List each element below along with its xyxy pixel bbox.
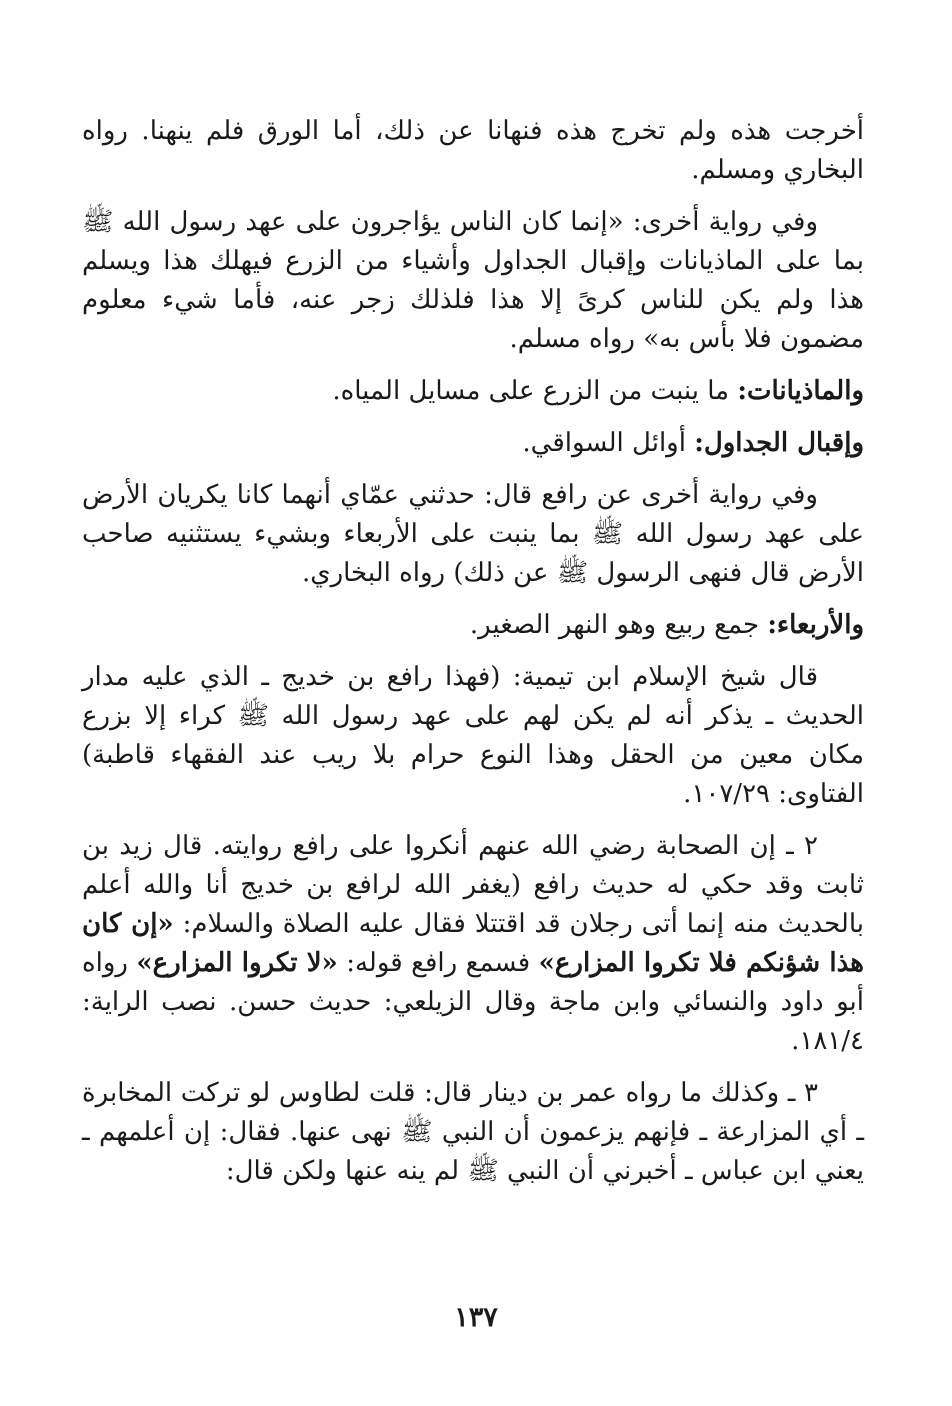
bold-term: والماذيانات: [737, 376, 864, 406]
paragraph-p2 [82, 203, 864, 359]
paragraph-text: أخرجت هذه ولم تخرج هذه فنهانا عن ذلك، أما الورق فلم ينهنا. رواه البخاري ومسلم. [82, 116, 864, 185]
paragraph-p7 [82, 658, 864, 814]
paragraph-p3 [82, 372, 864, 411]
paragraph-text: قال شيخ الإسلام ابن تيمية: (فهذا رافع بن خديج ـ الذي عليه مدار الحديث ـ يذكر أنه لم يكن لهم على عهد رسول الله ﷺ كراء إلا بزرع مكان معين من الحقل وهذا النوع حرام بلا ريب عند الفقهاء قاطبة) الفتاوى: ٢٩/‏١٠٧. [82, 662, 864, 809]
paragraph-text: ٢ ـ إن الصحابة رضي الله عنهم أنكروا على رافع روايته. قال زيد بن ثابت وقد حكي له حديث رافع (يغفر الله لرافع بن خديج أنا والله أعلم بالحديث منه إنما أتى رجلان قد اقتتلا فقال عليه الصلاة والسلام: [82, 831, 864, 939]
paragraph-p9 [82, 1074, 864, 1191]
bold-term: «لا تكروا المزارع» [136, 948, 338, 978]
page-body [82, 112, 864, 1204]
paragraph-p1 [82, 112, 864, 190]
paragraph-text: رواه أبو داود والنسائي وابن ماجة وقال الزيلعي: حديث حسن. نصب الراية: ٤/‏١٨١. [82, 948, 864, 1056]
paragraph-p6 [82, 606, 864, 645]
paragraph-text: ما ينبت من الزرع على مسايل المياه. [332, 376, 738, 406]
bold-term: والأربعاء: [767, 610, 864, 640]
paragraph-p4 [82, 424, 864, 463]
paragraph-text: فسمع رافع قوله: [337, 948, 539, 978]
page-number: ١٣٧ [454, 1302, 498, 1333]
paragraph-text: أوائل السواقي. [522, 428, 695, 458]
bold-term: «إن كان هذا شؤنكم فلا تكروا المزارع» [82, 909, 865, 978]
paragraph-p8 [82, 827, 864, 1061]
paragraph-text: ٣ ـ وكذلك ما رواه عمر بن دينار قال: قلت لطاوس لو تركت المخابرة ـ أي المزارعة ـ فإنهم يزعمون أن النبي ﷺ نهى عنها. فقال: إن أعلمهم ـ يعني ابن عباس ـ أخبرني أن النبي ﷺ لم ينه عنها ولكن قال: [82, 1078, 864, 1186]
bold-term: وإقبال الجداول: [694, 428, 864, 458]
paragraph-p5 [82, 476, 864, 593]
paragraph-text: جمع ربيع وهو النهر الصغير. [469, 610, 768, 640]
paragraph-text: وفي رواية أخرى: «إنما كان الناس يؤاجرون على عهد رسول الله ﷺ بما على الماذيانات وإقبال الجداول وأشياء من الزرع فيهلك هذا ويسلم هذا ولم يكن للناس كرىً إلا هذا فلذلك زجر عنه، فأما شيء معلوم مضمون فلا بأس به» رواه مسلم. [82, 207, 864, 354]
paragraph-text: وفي رواية أخرى عن رافع قال: حدثني عمّاي أنهما كانا يكريان الأرض على عهد رسول الله ﷺ بما ينبت على الأربعاء وبشيء يستثنيه صاحب الأرض قال فنهى الرسول ﷺ عن ذلك) رواه البخاري. [82, 480, 864, 588]
